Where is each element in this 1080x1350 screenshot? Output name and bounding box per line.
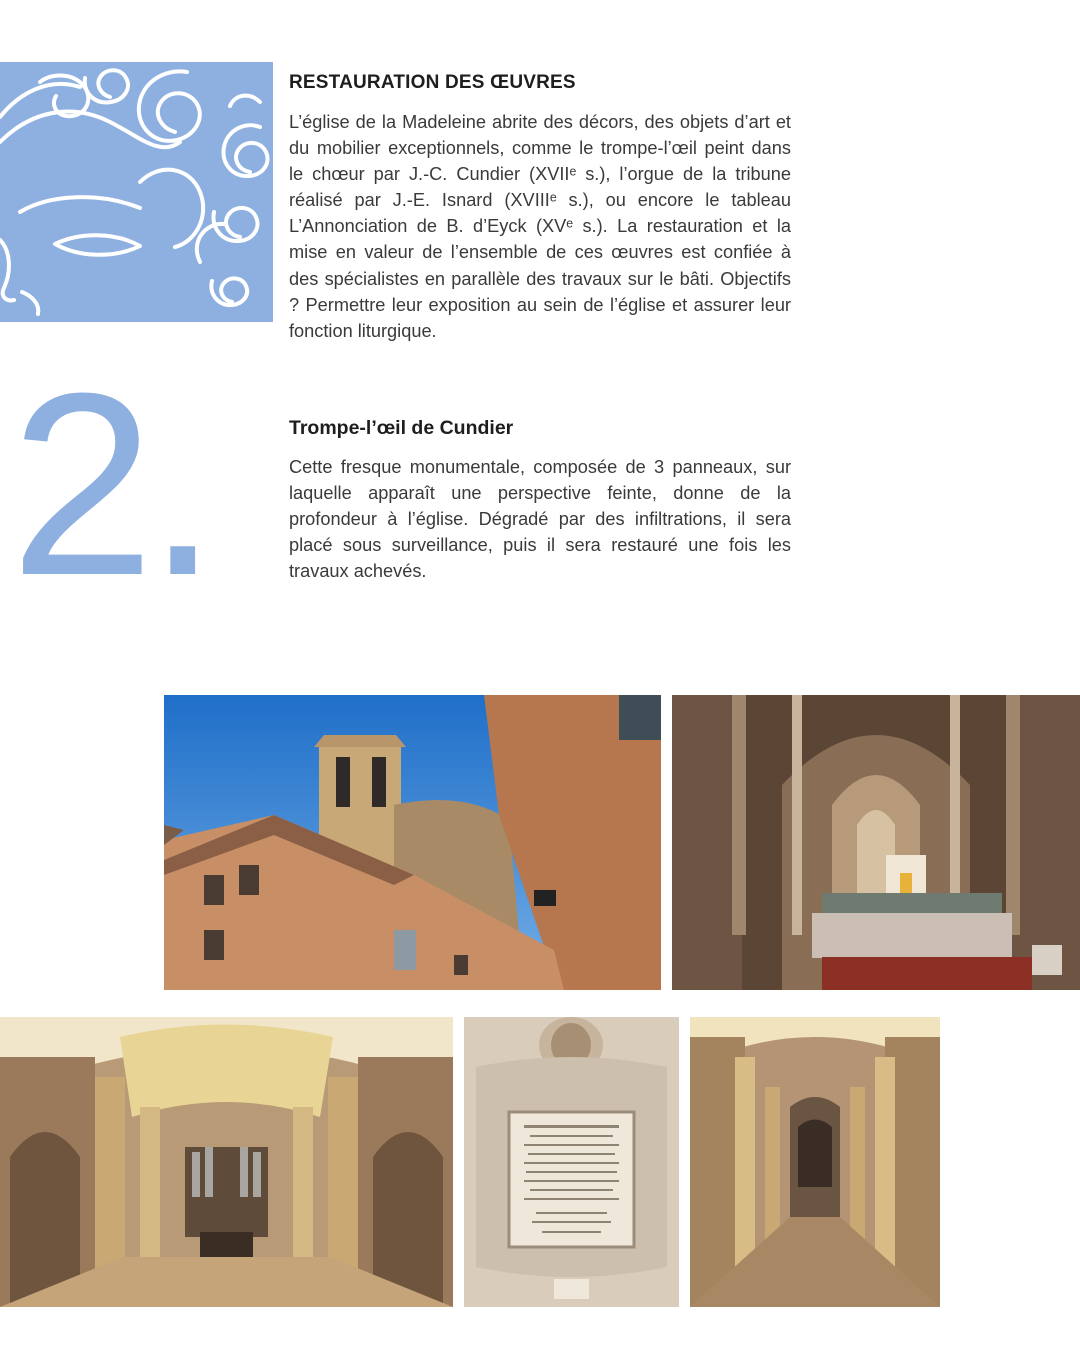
memorial-plaque-photo [464, 1017, 679, 1307]
item-number-text: 2. [10, 388, 211, 588]
nave-organ-photo [0, 1017, 453, 1307]
item-title: Trompe-l’œil de Cundier [289, 417, 514, 439]
item-number [0, 388, 230, 588]
altar-trompe-loeil-photo [672, 695, 1080, 990]
church-exterior-photo [164, 695, 661, 990]
decorative-line-art-tile [0, 62, 273, 322]
face-line-art-icon [0, 62, 273, 322]
section-body-text: L’église de la Madeleine abrite des décors, des objets d’art et du mobilier exceptionnels, comme le trompe-l’œil peint dans le chœur par J.-C. Cundier (XVIIᵉ s.), l’orgue de la tribune réalisé par J.-E. Isnard (XVIIIᵉ s.), ou encore le tableau L’Annonciation de B. d’Eyck (XVᵉ s.). La restauration et la mise en valeur de l’ensemble de ces œuvres est confiée à des spécialistes en parallèle des travaux sur le bâti. Objectifs ? Permettre leur exposition au sein de l’église et assurer leur fonction liturgique. [289, 112, 791, 341]
item-body-text: Cette fresque monumentale, composée de 3 panneaux, sur laquelle apparaît une perspective feinte, donne de la profondeur à l’église. Dégradé par des infiltrations, il sera placé sous surveillance, puis il sera restauré une fois les travaux achevés. [289, 457, 791, 582]
section-title: RESTAURATION DES ŒUVRES [289, 72, 576, 93]
nave-altar-photo [690, 1017, 940, 1307]
